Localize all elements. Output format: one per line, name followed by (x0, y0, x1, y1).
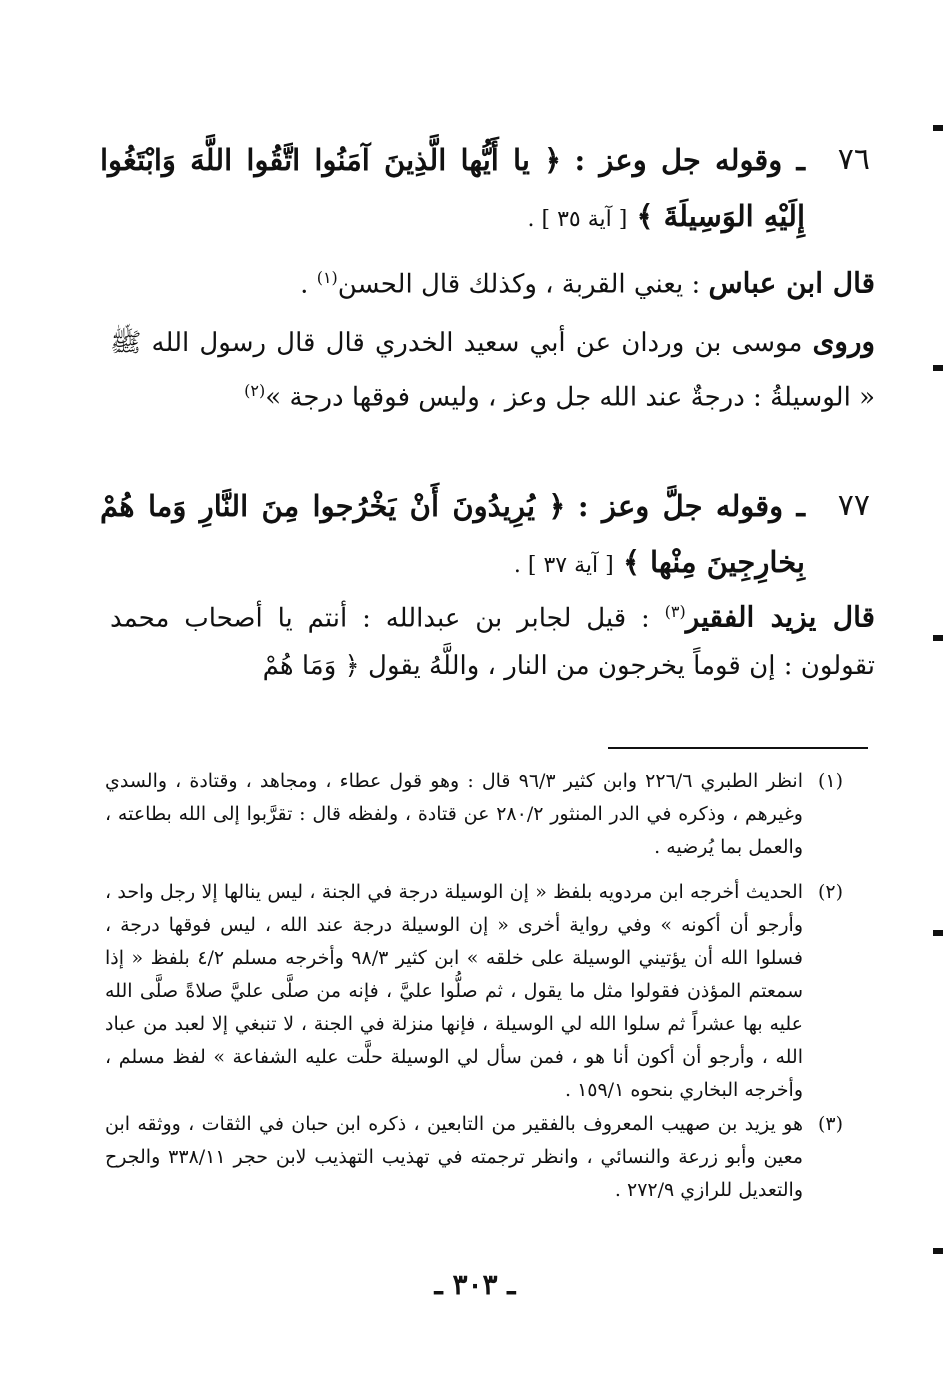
footnote-ref[interactable]: (٢) (244, 381, 266, 400)
footnote-2 (105, 876, 843, 1107)
entry-76 (100, 132, 870, 248)
verse-reference: [ آية ٣٥ ] . (527, 207, 628, 232)
entry-number: ٧٦ (837, 142, 870, 177)
quran-verse: ﴿ يُرِيدُونَ أَنْ يَخْرُجوا مِنَ النَّارِ وَما هُمْ بِخارِجِينَ مِنْها ﴾ (100, 489, 805, 579)
edge-mark (933, 930, 943, 936)
footnote-number: (٣) (817, 1113, 843, 1135)
footnote-number: (٢) (817, 881, 843, 903)
paragraph-hadith (110, 318, 875, 422)
footnote-1 (105, 765, 843, 864)
paragraph-text: موسى بن وردان عن أبي سعيد الخدري قال قال رسول الله ﷺ « الوسيلةُ : درجةٌ عند الله جل وعز ، وليس فوقها درجة » (110, 328, 875, 413)
edge-mark (933, 365, 943, 371)
speaker: قال ابن عباس (708, 266, 875, 300)
footnote-text: الحديث أخرجه ابن مردويه بلفظ « إن الوسيلة درجة في الجنة ، ليس ينالها إلا رجل واحد ، وأرجو أن أكونه » وفي رواية أخرى « إن الوسيلة درجة عند الله ، ليس فوقها درجة ، فسلوا الله أن يؤتيني الوسيلة على خلقه » ابن كثير ٩٨/٣ وأخرجه مسلم ٤/٢ بلفظ « إذا سمعتم المؤذن فقولوا مثل ما يقول ، ثم صلُّوا عليَّ ، فإنه من صلَّى عليَّ صلاةً صلَّى الله عليه بها عشراً ثم سلوا الله لي الوسيلة ، فإنها منزلة في الجنة ، لا تنبغي إلا لعبد من عباد الله ، وأرجو أن أكون أنا هو ، فمن سأل لي الوسيلة حلَّت عليه الشفاعة » لفظ مسلم ، وأخرجه البخاري بنحوه ١٥٩/١ . (105, 881, 803, 1101)
edge-mark (933, 1248, 943, 1254)
entry-77 (100, 478, 870, 594)
footnote-ref[interactable]: (٣) (664, 602, 686, 621)
paragraph-text: : يعني القربة ، وكذلك قال الحسن (337, 269, 709, 300)
entry-lead: ـ وقوله جل وعز : (574, 143, 806, 177)
footnote-number: (١) (817, 770, 843, 792)
paragraph-yazid (110, 588, 875, 690)
verse-reference: [ آية ٣٧ ] . (513, 553, 614, 578)
edge-mark (933, 635, 943, 641)
page-number: ـ ٣٠٣ ـ (434, 1268, 516, 1301)
paragraph-ibn-abbas (110, 254, 875, 309)
speaker: وروى (812, 325, 875, 358)
speaker: قال يزيد الفقير (685, 600, 875, 634)
edge-mark (933, 125, 943, 131)
footnote-separator (608, 747, 868, 749)
footnote-ref[interactable]: (١) (316, 268, 338, 287)
paragraph-text: : قيل لجابر بن عبدالله : أنتم يا أصحاب محمد تقولون : إن قوماً يخرجون من النار ، واللَّهُ يقول ﴿ وَمَا هُمْ (110, 603, 875, 681)
paragraph-text-end: . (300, 269, 317, 300)
entry-heading (100, 132, 805, 248)
footnote-3 (105, 1108, 843, 1207)
entry-heading (100, 478, 805, 594)
footnote-text: هو يزيد بن صهيب المعروف بالفقير من التابعين ، ذكره ابن حبان في الثقات ، ووثقه ابن معين وأبو زرعة والنسائي ، وانظر ترجمته في تهذيب التهذيب لابن حجر ٣٣٨/١١ والجرح والتعديل للرازي ٢٧٢/٩ . (105, 1113, 803, 1201)
footnote-text: انظر الطبري ٢٢٦/٦ وابن كثير ٩٦/٣ قال : وهو قول عطاء ، ومجاهد ، وقتادة ، والسدي وغيرهم ، وذكره في الدر المنثور ٢٨٠/٢ عن قتادة ، ولفظه قال : تقرَّبوا إلى الله بطاعته ، والعمل بما يُرضيه . (105, 770, 803, 858)
entry-lead: ـ وقوله جلَّ وعز : (577, 489, 806, 523)
quran-verse: ﴿ يا أَيُّها الَّذِينَ آمَنُوا اتَّقُوا اللَّهَ وَابْتَغُوا إِلَيْهِ الوَسِيلَةَ ﴾ (100, 143, 805, 233)
entry-number: ٧٧ (837, 488, 870, 523)
